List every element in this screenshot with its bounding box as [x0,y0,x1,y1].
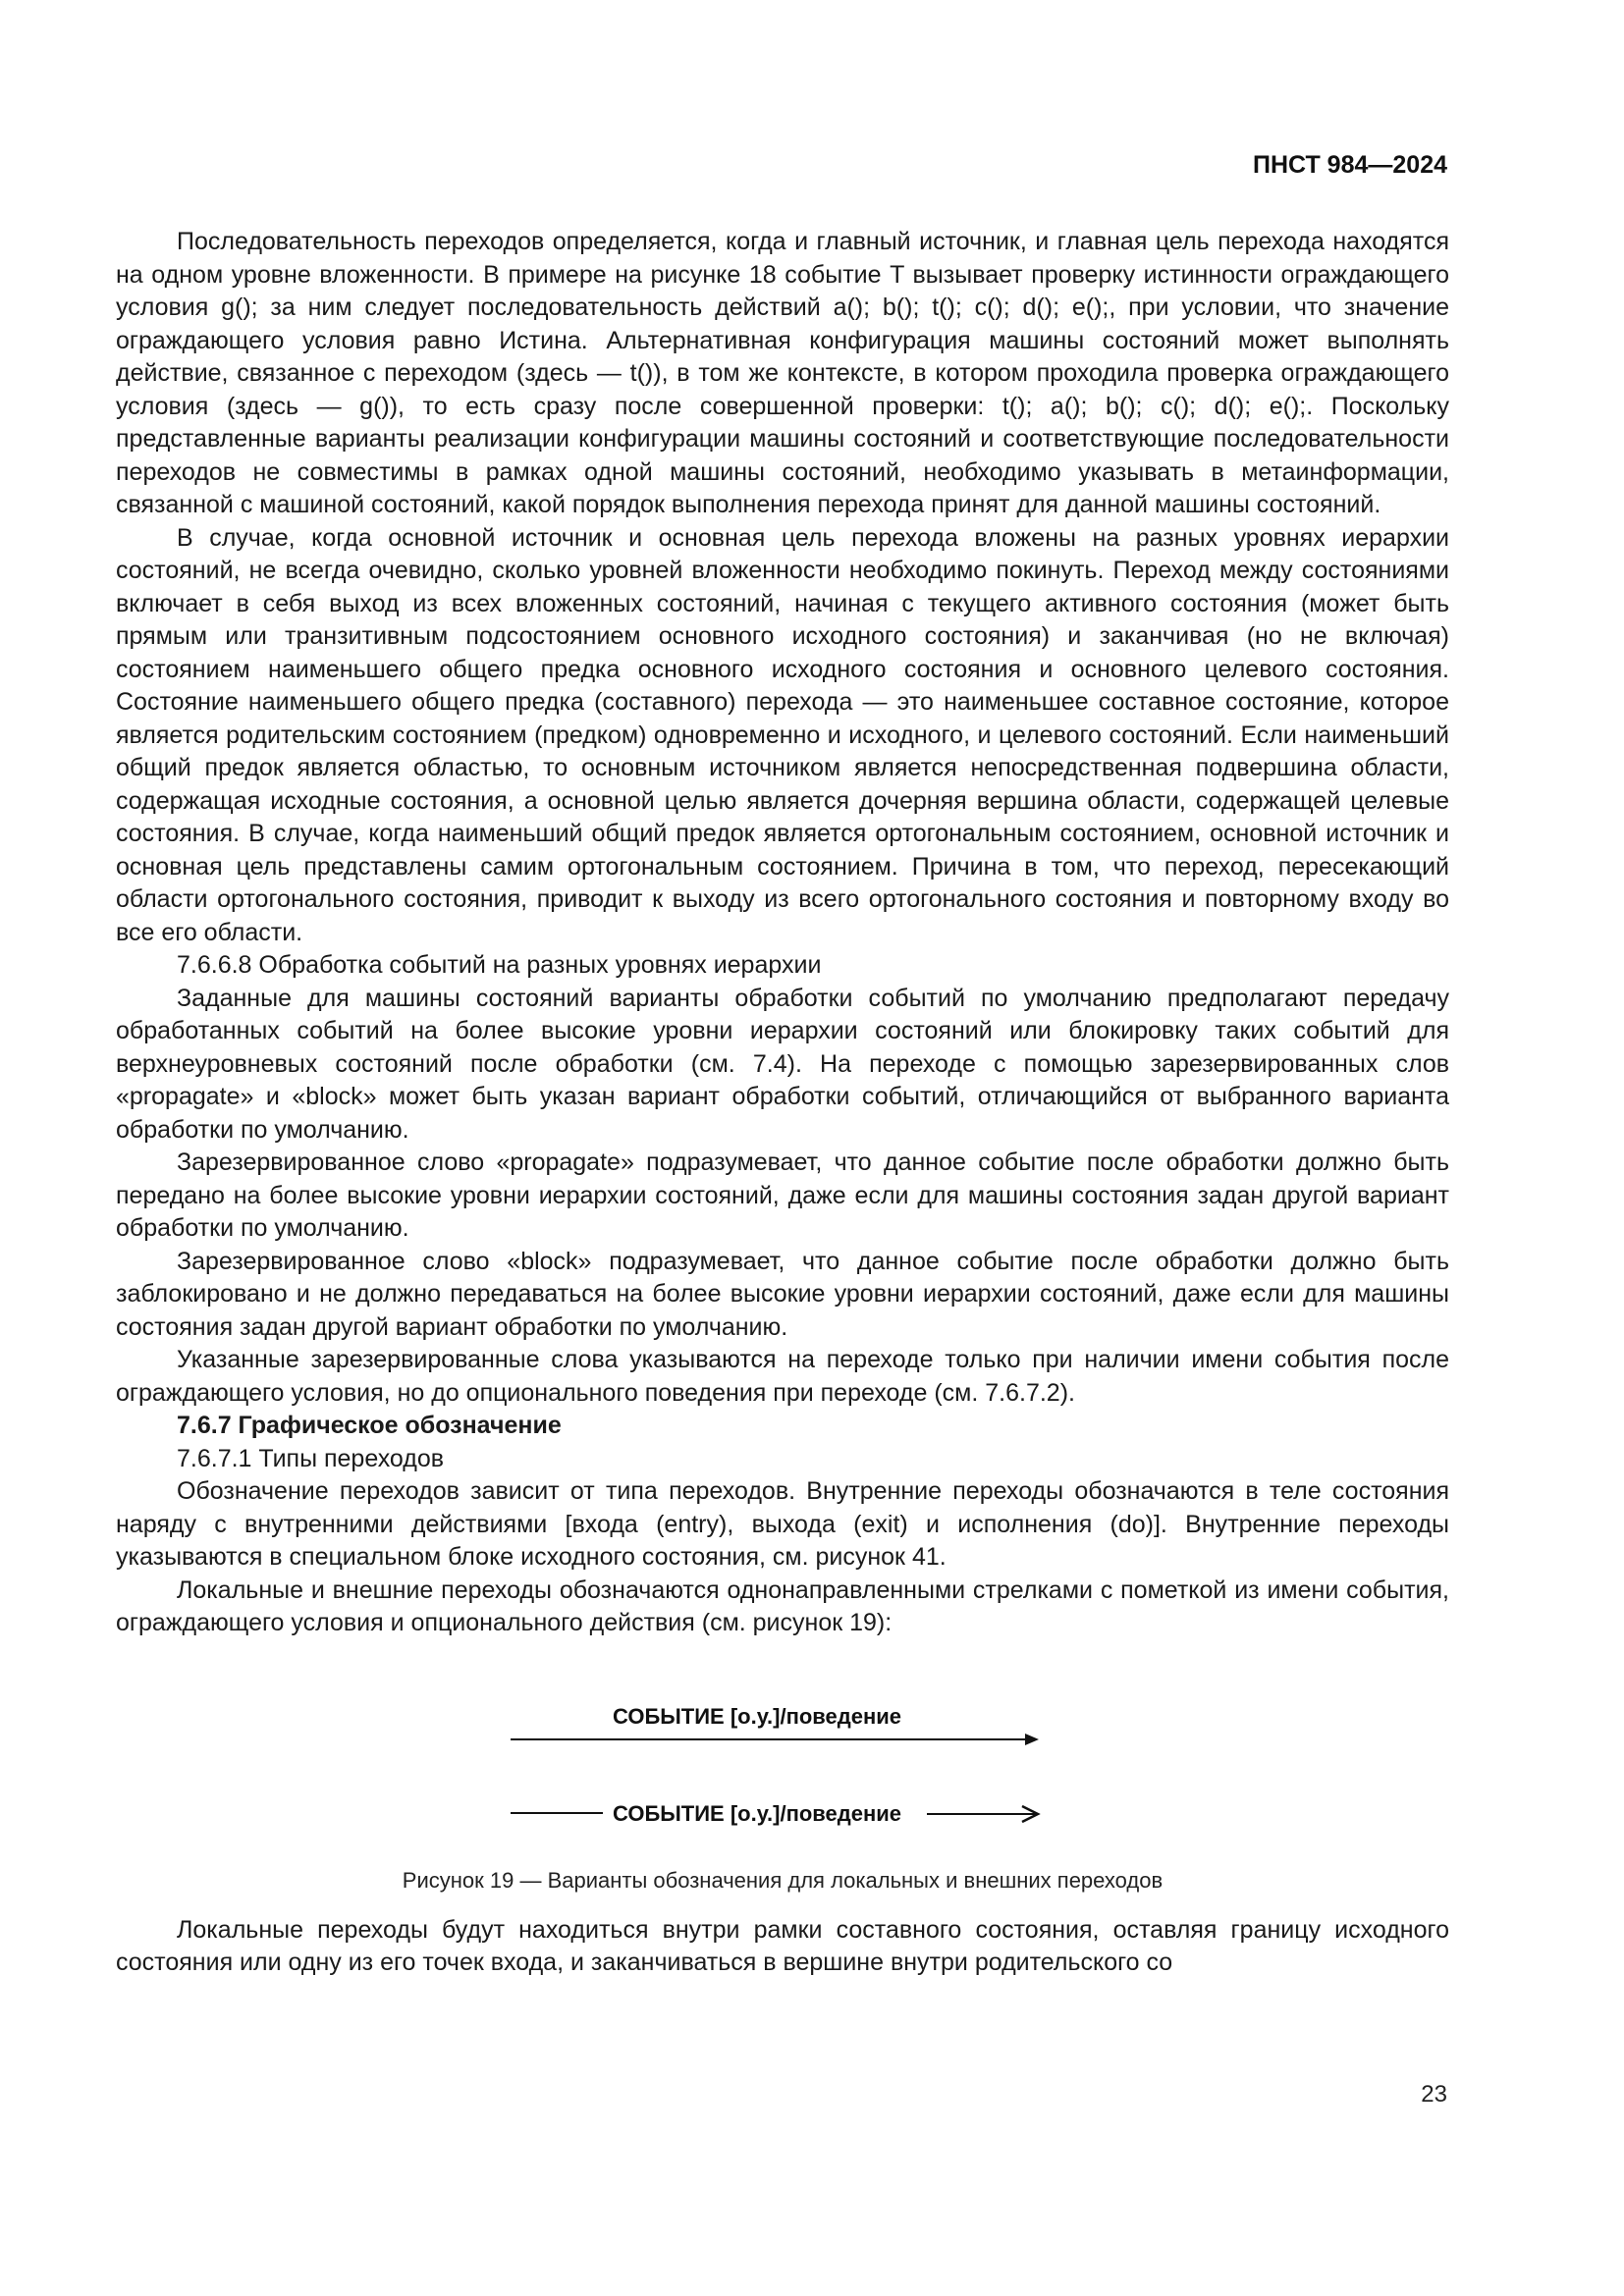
paragraph: Локальные переходы будут находиться внутри рамки составного состояния, оставляя границу исходного состояния или одну из его точек входа, и заканчиваться в вершине внутри родительского со [116,1915,1449,1976]
right-arrow-icon [927,1805,1041,1823]
arrow-line-segment [511,1812,603,1814]
page-number: 23 [1421,2081,1447,2108]
paragraph: Зарезервированное слово «propagate» подразумевает, что данное событие после обработки должно быть передано на более высокие уровни иерархии состояний, даже если для машины состояния задан другой вариант обработки по умолчанию. [116,1148,1449,1242]
paragraph: Последовательность переходов определяется, когда и главный источник, и главная цель перехода находятся на одном уровне вложенности. В примере на рисунке 18 событие T вызывает проверку истинности ограждающего условия g(); за ним следует последовательность действий a(); b(); t(); c(); d(); e();, при условии, что значение ограждающего условия равно Истина. Альтернативная конфигурация машины состояний может выполнять действие, связанное с переходом (здесь — t()), в том же контексте, в котором проходила проверка ограждающего условия (здесь — g()), то есть сразу после совершенной проверки: t(); a(); b(); c(); d(); e();. Поскольку представленные варианты реализации конфигурации машины состояний и соответствующие последовательности переходов не совместимы в рамках одной машины состояний, необходимо указывать в метаинформации, связанной с машиной состояний, какой порядок выполнения перехода принят для данной машины состояний. [116,228,1449,518]
body-text [116,226,1449,1980]
paragraph: Обозначение переходов зависит от типа переходов. Внутренние переходы обозначаются в теле состояния наряду с внутренними действиями [входа (entry), выхода (exit) и исполнения (do)]. Внутренние переходы указываются в специальном блоке исходного состояния, см. рисунок 41. [116,1477,1449,1571]
section-heading-bold: 7.6.7 Графическое обозначение [177,1412,562,1439]
paragraph: Локальные и внешние переходы обозначаются однонаправленными стрелками с пометкой из имени события, ограждающего условия и опционального действия (см. рисунок 19): [116,1575,1449,1636]
paragraph: Заданные для машины состояний варианты обработки событий по умолчанию предполагают передачу обработанных событий на более высокие уровни иерархии состояний или блокировку таких событий для верхнеуровневых состояний после обработки (см. 7.4). На переходе с помощью зарезервированных слов «propagate» и «block» может быть указан вариант обработки событий, отличающийся от выбранного варианта обработки по умолчанию. [116,984,1449,1144]
right-arrow-icon [511,1733,1041,1746]
section-heading: 7.6.6.8 Обработка событий на разных уровнях иерархии [177,951,822,979]
arrow-label: СОБЫТИЕ [о.у.]/поведение [613,1800,902,1826]
arrow-label: СОБЫТИЕ [о.у.]/поведение [613,1703,902,1729]
subsection-heading: 7.6.7.1 Типы переходов [177,1444,445,1472]
document-id-header: ПНСТ 984—2024 [1253,151,1447,179]
paragraph: Зарезервированное слово «block» подразумевает, что данное событие после обработки должно быть заблокировано и не должно передаваться на более высокие уровни иерархии состояний, даже если для машины состояния задан другой вариант обработки по умолчанию. [116,1247,1449,1341]
figure-19 [116,1676,1449,1914]
paragraph: Указанные зарезервированные слова указываются на переходе только при наличии имени события после ограждающего условия, но до опционального поведения при переходе (см. 7.6.7.2). [116,1346,1449,1407]
figure-caption: Рисунок 19 — Варианты обозначения для локальных и внешних переходов [402,1867,1164,1893]
paragraph: В случае, когда основной источник и основная цель перехода вложены на разных уровнях иерархии состояний, не всегда очевидно, сколько уровней вложенности необходимо покинуть. Переход между состояниями включает в себя выход из всех вложенных состояний, начиная с текущего активного состояния (может быть прямым или транзитивным подсостоянием основного исходного состояния) и заканчивая (но не включая) состоянием наименьшего общего предка основного исходного состояния и основного целевого состояния. Состояние наименьшего общего предка (составного) перехода — это наименьшее составное состояние, которое является родительским состоянием (предком) одновременно и исходного, и целевого состояний. Если наименьший общий предок является областью, то основным источником является непосредственная подвершина области, содержащая исходные состояния, а основной целью является дочерняя вершина области, содержащей целевые состояния. В случае, когда наименьший общий предок является ортогональным состоянием, основной источник и основная цель представлены самим ортогональным состоянием. Причина в том, что переход, пересекающий области ортогонального состояния, приводит к выходу из всего ортогонального состояния и повторному входу во все его области. [116,523,1449,946]
